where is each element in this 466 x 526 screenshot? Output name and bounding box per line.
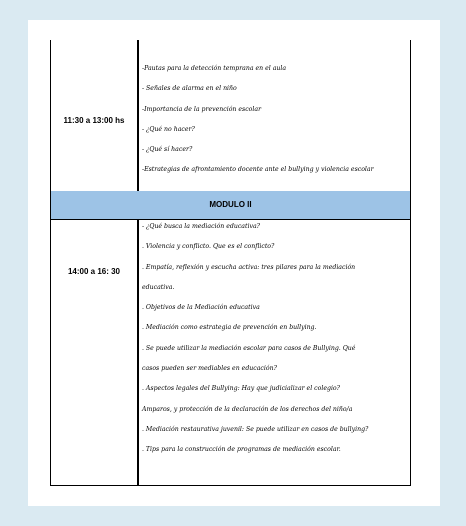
topic-item: - ¿Qué busca la mediación educativa?: [142, 223, 260, 230]
topic-item: . Mediación restaurativa juvenil: Se puede utilizar en casos de bullying?: [142, 425, 369, 433]
schedule-table: [50, 40, 411, 486]
topic-item: . Objetivos de la Mediación educativa: [142, 304, 260, 312]
column-divider: [137, 220, 139, 485]
topic-item: casos pueden ser mediables en educación?: [142, 365, 277, 373]
session-time-1: 11:30 a 13:00 hs: [63, 116, 125, 125]
topic-item: educativa.: [142, 283, 175, 291]
session-row-1: [51, 40, 410, 192]
topic-item: -Importancia de la prevención escolar: [142, 105, 262, 113]
topic-item: . Mediación como estrategia de prevención en bullying.: [142, 324, 317, 332]
topic-item: - Señales de alarma en el niño: [142, 85, 237, 93]
topic-item: . Violencia y conflicto. Que es el conflicto?: [142, 243, 275, 251]
topic-item: . Se puede utilizar la mediación escolar para casos de Bullying. Qué: [142, 344, 356, 352]
topic-item: . Aspectos legales del Bullying: Hay que judicializar el colegio?: [142, 385, 340, 393]
module-header: MODULO II: [51, 191, 410, 220]
session-topics-2: [142, 222, 407, 466]
topic-item: Amparos, y protección de la declaración de los derechos del niño/a: [142, 405, 353, 413]
topic-item: . Tips para la construcción de programas de mediación escolar.: [142, 446, 341, 454]
column-divider: [137, 40, 139, 191]
topic-item: -Estrategias de afrontamiento docente ante el bullying y violencia escolar: [142, 166, 374, 174]
document-page: [28, 20, 440, 506]
topic-item: - ¿Qué sí hacer?: [142, 146, 193, 154]
topic-item: -Pautas para la detección temprana en el aula: [142, 65, 287, 72]
session-topics-1: [142, 64, 407, 186]
topic-item: - ¿Qué no hacer?: [142, 125, 195, 133]
session-time-2: 14:00 a 16: 30: [67, 267, 121, 276]
topic-item: . Empatía, reflexión y escucha activa: tres pilares para la mediación: [142, 263, 356, 271]
